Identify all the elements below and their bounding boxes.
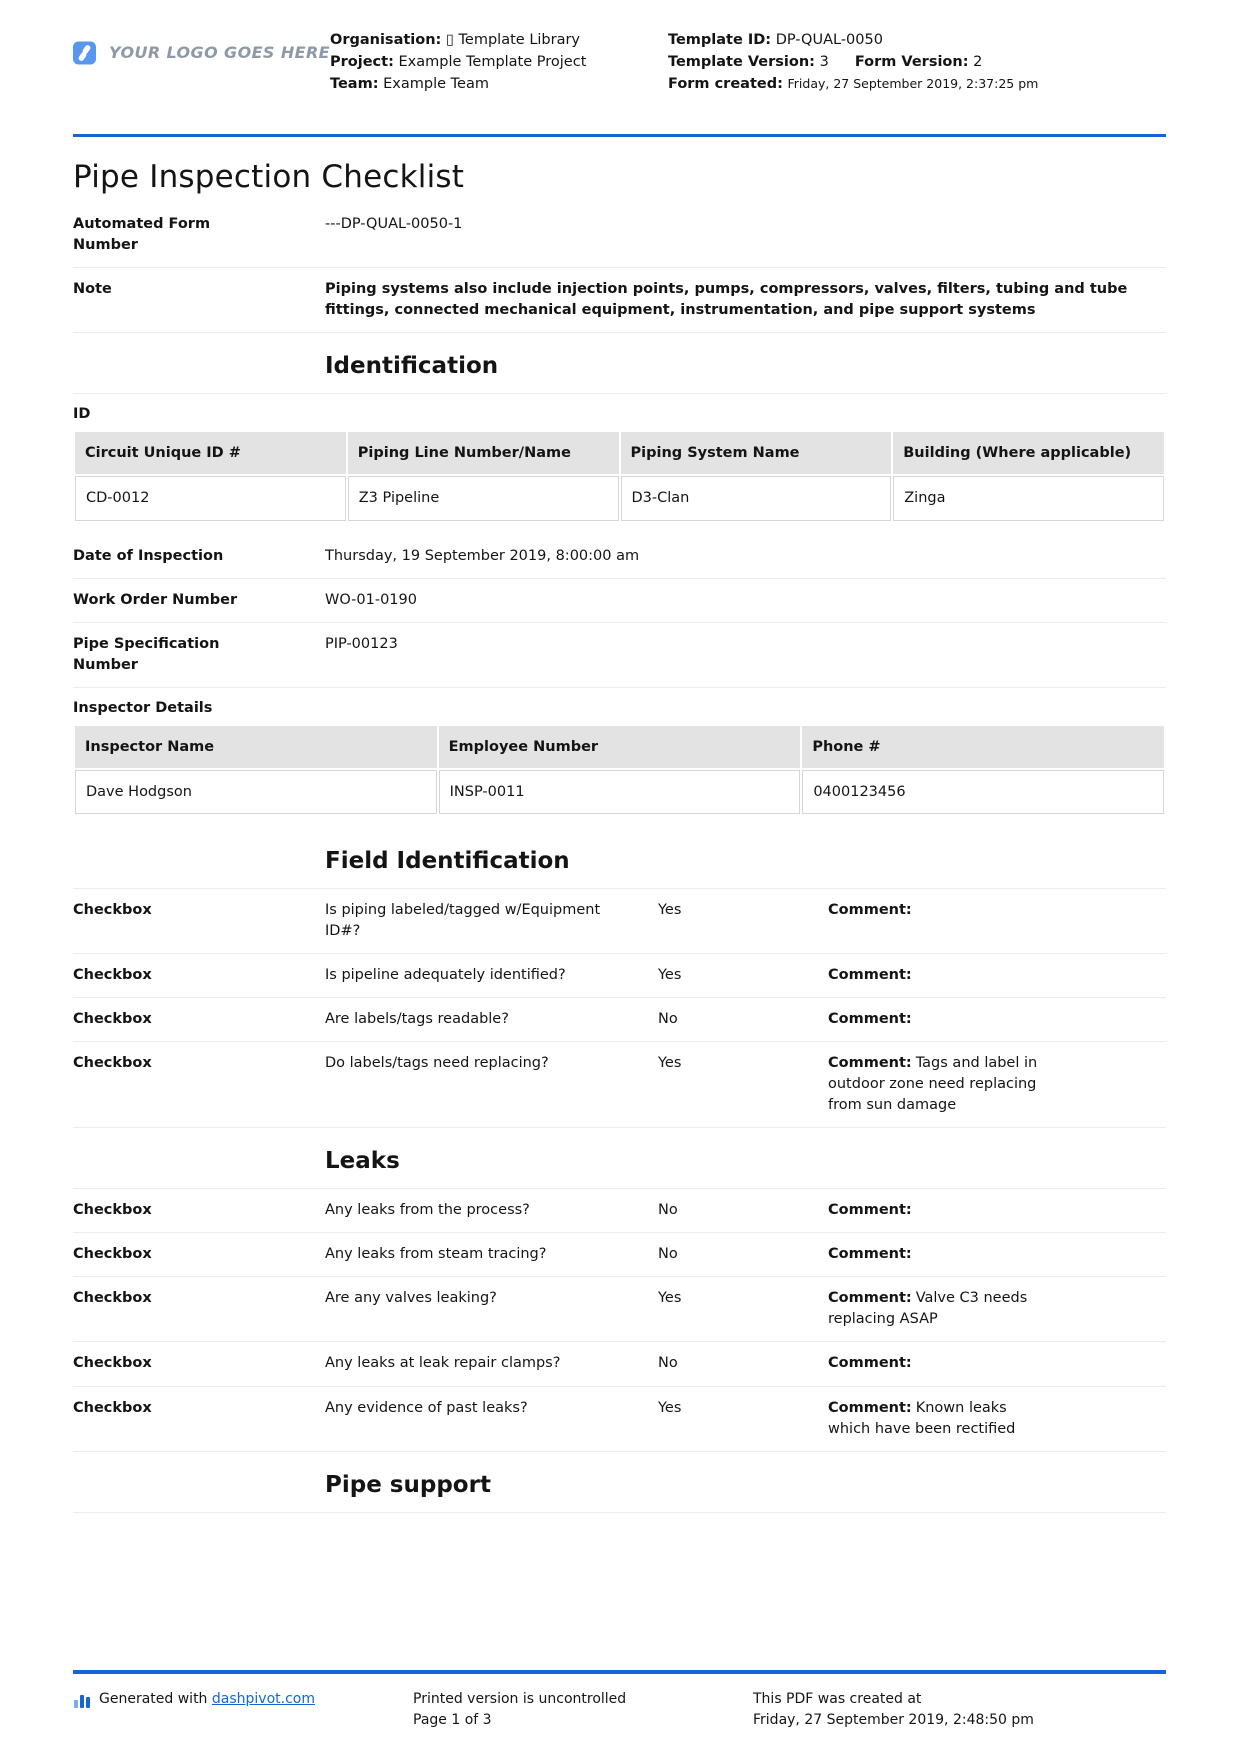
field-row-date-of-inspection — [73, 535, 1166, 579]
template-id-label: Template ID: — [668, 32, 772, 48]
table-header-row — [75, 726, 1164, 768]
column-header: Phone # — [802, 726, 1164, 768]
dashpivot-link[interactable]: dashpivot.com — [211, 1691, 315, 1708]
id-table — [73, 430, 1166, 523]
comment-text: Tags and label in outdoor zone need replacing from sun damage — [828, 1055, 1038, 1114]
header — [73, 0, 1166, 130]
checkbox-comment — [828, 1244, 1040, 1265]
checkbox-question: Any leaks from steam tracing? — [325, 1246, 547, 1263]
printed-version-text: Printed version is uncontrolled — [413, 1691, 627, 1708]
form-created-value: Friday, 27 September 2019, 2:37:25 pm — [787, 76, 1039, 92]
checkbox-row-type: Checkbox — [73, 1202, 152, 1219]
table-row — [75, 476, 1164, 520]
table-cell: Dave Hodgson — [75, 770, 437, 814]
page-title: Pipe Inspection Checklist — [73, 159, 465, 195]
checkbox-answer: No — [658, 1202, 678, 1219]
comment-label: Comment: — [828, 1055, 912, 1072]
form-created-label: Form created: — [668, 76, 783, 93]
field-value: WO-01-0190 — [325, 591, 417, 608]
checkbox-comment — [828, 1200, 1040, 1221]
checkbox-row-type: Checkbox — [73, 1355, 152, 1372]
checkbox-answer: No — [658, 1246, 678, 1263]
field-label: Automated Form Number — [73, 216, 211, 254]
field-row-work-order-number — [73, 579, 1166, 623]
checkbox-row-type: Checkbox — [73, 902, 152, 919]
column-header: Piping System Name — [621, 432, 892, 474]
checkbox-question: Any leaks at leak repair clamps? — [325, 1355, 561, 1372]
checkbox-row — [73, 889, 1166, 954]
checkbox-row — [73, 1233, 1166, 1277]
organisation-label: Organisation: — [330, 32, 442, 48]
footer-divider — [73, 1670, 1166, 1674]
template-id-value: DP-QUAL-0050 — [775, 32, 883, 48]
checkbox-row-type: Checkbox — [73, 1011, 152, 1028]
pdf-created-date: Friday, 27 September 2019, 2:48:50 pm — [753, 1711, 1034, 1728]
logo-placeholder-text: YOUR LOGO GOES HERE — [109, 43, 330, 62]
section-heading-identification: Identification — [73, 333, 1166, 394]
page-number-text: Page 1 of 3 — [413, 1711, 492, 1728]
checkbox-comment — [828, 965, 1040, 986]
field-label: Note — [73, 281, 112, 298]
checkbox-answer: Yes — [658, 1399, 682, 1416]
table-cell: INSP-0011 — [439, 770, 801, 814]
checkbox-row — [73, 1277, 1166, 1342]
form-version-label: Form Version: — [854, 54, 969, 71]
checkbox-row-type: Checkbox — [73, 967, 152, 984]
field-row-automated-form-number — [73, 203, 1166, 268]
pdf-created-text: This PDF was created at — [753, 1691, 922, 1708]
section-heading-leaks: Leaks — [73, 1128, 1166, 1189]
comment-text: Valve C3 needs replacing ASAP — [828, 1290, 1028, 1328]
template-id-line — [668, 30, 1166, 51]
checkbox-row-type: Checkbox — [73, 1290, 152, 1307]
table-cell: Z3 Pipeline — [348, 476, 619, 520]
footer-created — [753, 1689, 1053, 1730]
checkbox-question: Are labels/tags readable? — [325, 1011, 509, 1028]
column-header: Inspector Name — [75, 726, 437, 768]
footer — [73, 1670, 1166, 1754]
id-table-label: ID — [73, 406, 91, 423]
checkbox-row-type: Checkbox — [73, 1055, 152, 1072]
checkbox-answer: Yes — [658, 967, 682, 984]
comment-label: Comment: — [828, 1290, 912, 1307]
inspector-table — [73, 724, 1166, 817]
column-header: Piping Line Number/Name — [348, 432, 619, 474]
checkbox-row — [73, 998, 1166, 1042]
form-created-line — [668, 74, 1166, 95]
comment-label: Comment: — [828, 967, 912, 984]
checkbox-question: Is piping labeled/tagged w/Equipment ID#? — [325, 902, 601, 940]
template-version-label: Template Version: — [668, 54, 815, 71]
checkbox-row — [73, 1387, 1166, 1452]
team-label: Team: — [330, 76, 379, 93]
field-label: Date of Inspection — [73, 547, 224, 564]
header-meta-right — [668, 30, 1166, 96]
table-cell: 0400123456 — [802, 770, 1164, 814]
footer-generated-text — [99, 1689, 315, 1709]
checkbox-question: Any evidence of past leaks? — [325, 1399, 528, 1416]
checkbox-answer: No — [658, 1011, 678, 1028]
table-cell: D3-Clan — [621, 476, 892, 520]
organisation-value: ▯ Template Library — [445, 32, 581, 48]
form-version-value: 2 — [973, 54, 983, 71]
table-cell: Zinga — [893, 476, 1164, 520]
checkbox-row — [73, 1342, 1166, 1386]
generated-with-text: Generated with — [99, 1691, 208, 1708]
template-version-value: 3 — [819, 54, 829, 71]
checkbox-comment — [828, 1053, 1040, 1116]
team-value: Example Team — [383, 76, 489, 93]
company-logo-icon — [73, 30, 96, 76]
checkbox-row — [73, 1189, 1166, 1233]
team-line — [330, 74, 668, 95]
section-heading-field-identification: Field Identification — [73, 828, 1166, 889]
checkbox-question: Is pipeline adequately identified? — [325, 967, 566, 984]
table-cell: CD-0012 — [75, 476, 346, 520]
checkbox-row-type: Checkbox — [73, 1399, 152, 1416]
table-header-row — [75, 432, 1164, 474]
checkbox-comment — [828, 900, 1040, 921]
checkbox-comment — [828, 1288, 1040, 1330]
checkbox-row — [73, 1042, 1166, 1128]
checkbox-question: Any leaks from the process? — [325, 1202, 530, 1219]
checkbox-question: Are any valves leaking? — [325, 1290, 497, 1307]
field-value: Piping systems also include injection points, pumps, compressors, valves, filters, tubing and tube fittings, connected mechanical equipment, instrumentation, and pipe support systems — [325, 281, 1128, 319]
comment-label: Comment: — [828, 1011, 912, 1028]
field-label: Pipe Specification Number — [73, 635, 220, 673]
field-value: PIP-00123 — [325, 635, 398, 652]
field-row-pipe-spec-number — [73, 623, 1166, 688]
id-table-block — [73, 394, 1166, 535]
column-header: Circuit Unique ID # — [75, 432, 346, 474]
section-heading-pipe-support: Pipe support — [73, 1452, 1166, 1513]
field-label: Work Order Number — [73, 591, 238, 608]
comment-text: Known leaks which have been rectified — [828, 1399, 1016, 1437]
checkbox-answer: Yes — [658, 1290, 682, 1307]
checkbox-comment — [828, 1009, 1040, 1030]
organisation-line — [330, 30, 668, 51]
checkbox-row-type: Checkbox — [73, 1246, 152, 1263]
field-row-note — [73, 268, 1166, 333]
checkbox-row — [73, 954, 1166, 998]
column-header: Building (Where applicable) — [893, 432, 1164, 474]
footer-printed — [413, 1689, 753, 1730]
bar-chart-icon — [73, 1691, 91, 1709]
comment-label: Comment: — [828, 1355, 912, 1372]
inspector-table-label: Inspector Details — [73, 699, 213, 716]
checkbox-comment — [828, 1353, 1040, 1374]
versions-line — [668, 52, 1166, 73]
logo — [73, 30, 330, 76]
inspector-table-block — [73, 688, 1166, 829]
field-value: Thursday, 19 September 2019, 8:00:00 am — [325, 547, 640, 564]
checkbox-question: Do labels/tags need replacing? — [325, 1055, 549, 1072]
project-label: Project: — [330, 54, 394, 71]
checkbox-answer: Yes — [658, 902, 682, 919]
footer-columns — [73, 1689, 1166, 1730]
table-row — [75, 770, 1164, 814]
footer-generated — [73, 1689, 413, 1730]
checkbox-answer: Yes — [658, 1055, 682, 1072]
field-value: ---DP-QUAL-0050-1 — [325, 216, 463, 232]
checkbox-comment — [828, 1398, 1040, 1440]
comment-label: Comment: — [828, 1399, 912, 1416]
comment-label: Comment: — [828, 902, 912, 919]
checkbox-answer: No — [658, 1355, 678, 1372]
project-line — [330, 52, 668, 73]
header-meta-left — [330, 30, 668, 96]
comment-label: Comment: — [828, 1246, 912, 1263]
column-header: Employee Number — [439, 726, 801, 768]
project-value: Example Template Project — [398, 54, 587, 71]
comment-label: Comment: — [828, 1202, 912, 1219]
